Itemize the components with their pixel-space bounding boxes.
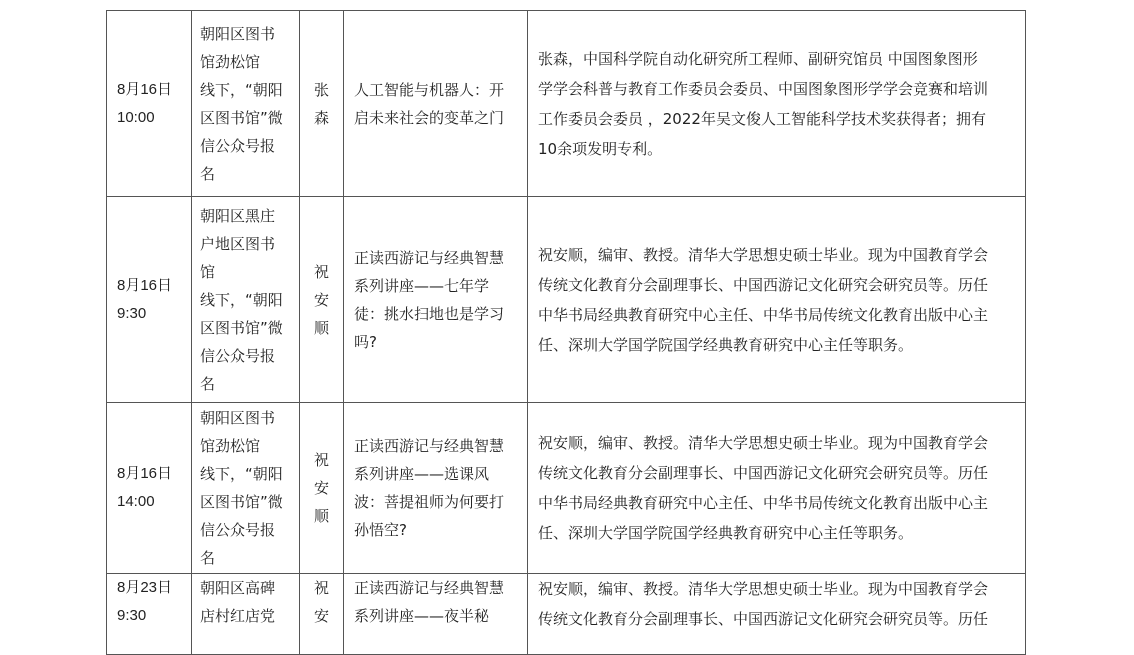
cell-text-line: 8月16日 (117, 465, 173, 482)
topic-cell (344, 197, 528, 403)
cell-text-line: 张森，中国科学院自动化研究所工程师、副研究馆员 中国图象图形 (538, 49, 978, 68)
speaker-intro-cell (528, 197, 1026, 403)
cell-text-line: 安 (313, 607, 329, 625)
cell-text-line: 祝安顺，编审、教授。清华大学思想史硕士毕业。现为中国教育学会 (538, 245, 989, 264)
cell-text-line: 馆劲松馆 (200, 52, 261, 71)
table-row (107, 11, 1026, 197)
cell-text-line: 店村红店党 (200, 607, 276, 625)
time-cell (107, 11, 192, 197)
speaker-cell (300, 197, 344, 403)
speaker-cell (300, 11, 344, 197)
cell-text-line: 名 (200, 164, 216, 183)
cell-text-line: 顺 (313, 507, 329, 525)
cell-text-line: 正读西游记与经典智慧 (354, 248, 505, 267)
table-row (107, 403, 1026, 574)
cell-text-line: 任、深圳大学国学院国学经典教育研究中心主任等职务。 (538, 335, 914, 354)
cell-text-line: 馆劲松馆 (200, 437, 261, 455)
cell-text-line: 启未来社会的变革之门 (354, 108, 505, 127)
cell-text-line: 正读西游记与经典智慧 (354, 437, 505, 455)
cell-text-line: 区图书馆”微 (200, 108, 283, 127)
cell-text-line: 波：菩提祖师为何要打 (354, 493, 505, 511)
cell-text-line: 中华书局经典教育研究中心主任、中华书局传统文化教育出版中心主 (538, 494, 989, 512)
cell-text-line: 传统文化教育分会副理事长、中国西游记文化研究会研究员等。历任 (538, 464, 989, 482)
cell-text-line: 中华书局经典教育研究中心主任、中华书局传统文化教育出版中心主 (538, 305, 989, 324)
cell-text-line: 工作委员会委员 ，2022年吴文俊人工智能科学技术奖获得者；拥有 (538, 109, 986, 128)
cell-text-line: 户地区图书 (200, 234, 276, 253)
topic-cell (344, 574, 528, 655)
cell-text-line: 信公众号报 (200, 521, 276, 539)
cell-text-line: 张 (313, 80, 329, 99)
table-row (107, 574, 1026, 655)
topic-cell (344, 11, 528, 197)
cell-text-line: 孙悟空? (354, 521, 407, 539)
cell-text-line: 祝 (313, 579, 329, 597)
speaker-intro-cell (528, 11, 1026, 197)
cell-text-line: 14:00 (117, 493, 155, 510)
cell-text-line: 馆 (200, 262, 216, 281)
cell-text-line: 系列讲座——选课风 (354, 465, 490, 483)
cell-text-line: 徒：挑水扫地也是学习 (354, 304, 505, 323)
cell-text-line: 线下，“朝阳 (200, 465, 283, 483)
cell-text-line: 区图书馆”微 (200, 318, 283, 337)
table-row (107, 197, 1026, 403)
cell-text-line: 传统文化教育分会副理事长、中国西游记文化研究会研究员等。历任 (538, 610, 989, 628)
cell-text-line: 线下，“朝阳 (200, 80, 283, 99)
cell-text-line: 朝阳区高碑 (200, 579, 276, 597)
cell-text-line: 祝 (313, 262, 329, 281)
cell-text-line: 名 (200, 374, 216, 393)
cell-text-line: 区图书馆”微 (200, 493, 283, 511)
cell-text-line: 吗? (354, 332, 377, 351)
speaker-cell (300, 574, 344, 655)
time-cell (107, 197, 192, 403)
cell-text-line: 10:00 (117, 108, 155, 126)
speaker-intro-cell (528, 574, 1026, 655)
cell-text-line: 信公众号报 (200, 346, 276, 365)
cell-text-line: 森 (313, 108, 329, 127)
cell-text-line: 学学会科普与教育工作委员会委员、中国图象图形学学会竞赛和培训 (538, 79, 989, 98)
cell-text-line: 8月16日 (117, 276, 173, 294)
cell-text-line: 祝安顺，编审、教授。清华大学思想史硕士毕业。现为中国教育学会 (538, 580, 989, 598)
topic-cell (344, 403, 528, 574)
cell-text-line: 系列讲座——七年学 (354, 276, 490, 295)
time-cell (107, 574, 192, 655)
cell-text-line: 安 (313, 479, 329, 497)
venue-cell (192, 574, 300, 655)
cell-text-line: 8月23日 (117, 579, 173, 596)
cell-text-line: 人工智能与机器人：开 (354, 80, 505, 99)
venue-cell (192, 403, 300, 574)
cell-text-line: 任、深圳大学国学院国学经典教育研究中心主任等职务。 (538, 524, 914, 542)
cell-text-line: 朝阳区图书 (200, 409, 276, 427)
cell-text-line: 朝阳区图书 (200, 24, 276, 43)
cell-text-line: 朝阳区黑庄 (200, 206, 276, 225)
cell-text-line: 8月16日 (117, 80, 173, 98)
venue-cell (192, 11, 300, 197)
venue-cell (192, 197, 300, 403)
cell-text-line: 9:30 (117, 607, 147, 624)
cell-text-line: 10余项发明专利。 (538, 139, 663, 158)
speaker-cell (300, 403, 344, 574)
schedule-table (106, 10, 1026, 655)
cell-text-line: 名 (200, 549, 216, 567)
cell-text-line: 9:30 (117, 304, 147, 322)
cell-text-line: 顺 (313, 318, 329, 337)
cell-text-line: 信公众号报 (200, 136, 276, 155)
cell-text-line: 传统文化教育分会副理事长、中国西游记文化研究会研究员等。历任 (538, 275, 989, 294)
time-cell (107, 403, 192, 574)
cell-text-line: 线下，“朝阳 (200, 290, 283, 309)
cell-text-line: 系列讲座——夜半秘 (354, 607, 490, 625)
speaker-intro-cell (528, 403, 1026, 574)
cell-text-line: 安 (313, 290, 329, 309)
cell-text-line: 祝 (313, 451, 329, 469)
cell-text-line: 祝安顺，编审、教授。清华大学思想史硕士毕业。现为中国教育学会 (538, 434, 989, 452)
cell-text-line: 正读西游记与经典智慧 (354, 579, 505, 597)
